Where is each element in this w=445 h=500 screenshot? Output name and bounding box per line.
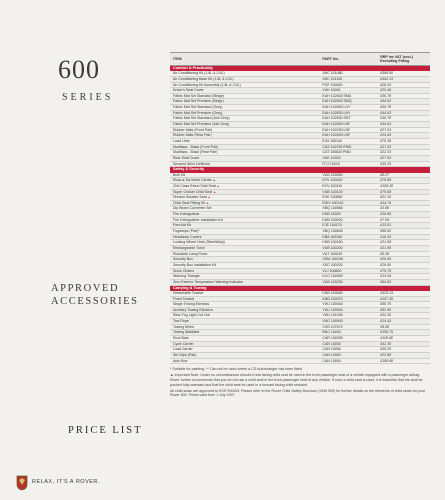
item-name: Fabric Mat Set Standard (Ash Grey) (173, 116, 230, 121)
item-name: Headlamp Covers (173, 234, 202, 239)
part-number: PGF 100820 (322, 82, 343, 87)
item-name: Dip Beam Converter Set (173, 206, 212, 211)
part-number: EAH 102630 LNY (322, 110, 351, 115)
price: £157.45 (380, 296, 394, 301)
price: £109.28 (380, 183, 394, 188)
item-name: Fabric Mat Set Premium (Beige) (173, 99, 224, 104)
item-name: Load Carrier (173, 347, 193, 352)
item-name: Towing Stabiliser (173, 330, 200, 335)
part-number: VUB 100050 (322, 172, 343, 177)
price: £35.25 (380, 161, 392, 166)
item-name: Rock-a-Tot Infant Carrier ▲ (173, 178, 216, 183)
item-name: Fire Extinguisher (173, 212, 200, 217)
item-name: Super Cruiser Child Seat ▲ (173, 189, 217, 194)
item-name: Rechargeable Torch (173, 246, 205, 251)
price-table (170, 52, 430, 399)
item-name: Bulb Kit (173, 172, 186, 177)
item-name: Roadside Lamp/Torch (173, 251, 208, 256)
part-number: VUK 10001 (322, 88, 341, 93)
part-number: XBQ 100640 (322, 229, 343, 234)
item-name: Ski Clips (Pair) (173, 353, 197, 358)
part-number: EVV 100110 (322, 183, 343, 188)
item-name: Single Towing Electrics (173, 302, 210, 307)
item-name: Rear Fog Light Cut Out (173, 313, 210, 318)
warning-triangle-icon: ▲ (211, 178, 216, 183)
section-heading: Safety & Security (170, 167, 430, 172)
price: £5.38 (380, 251, 390, 256)
item-name: Chil-Class Extra Child Seat ▲ (173, 183, 220, 188)
section-heading: Carrying & Towing (170, 286, 430, 291)
part-number: CAN 10000 (322, 347, 341, 352)
price: £9.68 (380, 324, 390, 329)
note-important: ▲ Important Note: Under no circumstances should a rear facing child seat be used in the front passenger seat of a vehicle equipped with a passenger airbag. Rover further recommends that you do not use a child seat in the front passenger seat of any vehicle. If such a child seat is used, it is essential that the seat be pushed fully rearward and that the child seat be used in a forward facing child restraint. (170, 373, 423, 387)
price: £42.30 (380, 341, 392, 346)
price: £32.30 (380, 313, 392, 318)
item-name: Locking Wheel Nuts (Steel/Alloy) (173, 240, 225, 245)
item-name: Warning Triangle (173, 274, 200, 279)
price: £44.63 (380, 110, 392, 115)
price: £44.63 (380, 99, 392, 104)
price: £76.38 (380, 139, 392, 144)
price: £14.43 (380, 133, 392, 138)
price: £21.59 (380, 240, 392, 245)
part-number: CAT 100820 PMD (322, 150, 351, 155)
item-name: Foglamps (Pair)* (173, 229, 200, 234)
section-rows (170, 173, 430, 286)
item-name: Mudflaps - Black (Rear Pair) (173, 150, 218, 155)
price: £64.63 (380, 280, 392, 284)
note-fitting: * Suitable for painting. ** Can not be used where a CD Autochanger has been fitted (170, 367, 303, 372)
part-number: XSM 100190 (322, 257, 343, 262)
item-name: Towing Mirror (173, 324, 195, 329)
part-number: KDB 10003 (322, 212, 341, 217)
part-number: EAH 102630 SMQ (322, 99, 352, 104)
series-label: SERIES (62, 92, 114, 103)
item-name: Fabric Mat Set Premium (Grey) (173, 110, 223, 115)
price: £462.13 (380, 76, 394, 81)
header-part: PART No. (322, 57, 339, 61)
item-name: Rear Seat Cover (173, 156, 200, 161)
item-name: Smoked Wind Deflector (173, 161, 211, 166)
part-number: EJE 100170 (322, 223, 342, 228)
part-number: VUB 100200 (322, 246, 343, 251)
rover-badge-icon (16, 475, 28, 491)
part-number: VUT 100010 (322, 251, 343, 256)
item-name: Rubber Mats (Rear Pair) (173, 133, 212, 138)
note-approval: All child seats are approved to ECE R44/03. Please refer to the Rover Child Safety Brochure (XKM 000) for further details on the elements of child seats for your Rover 600. Prices valid from 1 July 1997. (170, 388, 425, 398)
item-name: Security Box (173, 257, 193, 262)
price: £8.27 (380, 172, 390, 177)
part-number: CAN 10004 (322, 358, 341, 363)
price: £3.88 (380, 206, 390, 211)
item-name: Fixed Towbar (173, 296, 195, 301)
item-name: Snow Chains (173, 268, 194, 273)
price: £27.03 (380, 127, 392, 132)
part-number: EVK 100060 (322, 195, 343, 200)
part-number: KNB 100180 (322, 240, 343, 245)
section-rows (170, 291, 430, 365)
price: £20.46 (380, 88, 392, 93)
part-number: EAH 102630 LNF (322, 133, 351, 138)
part-number: VUD 100940 (322, 319, 343, 324)
part-number: YWJ 100090 (322, 307, 343, 312)
price: £16.43 (380, 234, 392, 239)
item-name: Air Conditioning Base Kit (1.8L & 2.0L) (173, 76, 234, 81)
price: £27.03 (380, 156, 392, 161)
item-name: Fabric Mat Set Standard (Beige) (173, 93, 224, 98)
price: £70.79 (380, 268, 392, 273)
header-rrp: RRP inc VAT (excl.) Excluding Fitting (380, 55, 413, 63)
part-number: CAR 100290 (322, 336, 343, 341)
part-number: CAN 10030 (322, 341, 341, 346)
part-number: KNB 100080 (322, 290, 343, 295)
item-name: Security Box Installation Kit (173, 263, 216, 268)
part-number: JMC 101100 (322, 76, 343, 81)
part-number: EWV 100140 (322, 200, 344, 205)
price: £36.78 (380, 116, 392, 121)
part-number: KCC 100050 (322, 274, 343, 279)
part-number: JMC 101080 (322, 71, 343, 76)
warning-triangle-icon: ▲ (215, 183, 220, 188)
price: £14.79 (380, 200, 392, 205)
model-number: 600 (58, 55, 100, 84)
price: £325.13 (380, 290, 394, 295)
table-body (170, 66, 430, 364)
part-number: BNC 10003 (322, 330, 341, 335)
warning-triangle-icon: ▲ (206, 195, 211, 200)
item-name: Auto Box (173, 358, 188, 363)
part-number: XBQ 100560 (322, 206, 343, 211)
price: £36.78 (380, 105, 392, 110)
cover-column (8, 0, 168, 500)
item-name: Horizon Booster Seat ▲ (173, 195, 211, 200)
price: £35.25 (380, 347, 392, 352)
price: £29.50 (380, 257, 392, 262)
price: £75.68 (380, 189, 392, 194)
part-number: DTJ 10010 (322, 161, 340, 166)
price: £22.33 (380, 150, 392, 155)
notes (170, 367, 430, 398)
warning-triangle-icon: ▲ (212, 189, 217, 194)
part-number: EAH 102630 SMA (322, 93, 352, 98)
header-item: ITEM (173, 57, 182, 61)
price: £44.63 (380, 122, 392, 127)
item-name: Fabric Mat Set Premium (Ash Grey) (173, 122, 230, 127)
part-number: VUK 10020 (322, 156, 341, 161)
part-number: YWJ 100400 (322, 302, 343, 307)
item-name: Driver's Seat Cover (173, 88, 204, 93)
item-name: Auxiliary Towing Electrics (173, 307, 213, 312)
part-number: EAH 102630 SNT (322, 116, 351, 121)
part-number: EAH 102630 LOY (322, 105, 351, 110)
part-number: VUB 100230 (322, 280, 343, 284)
price: £186.68 (380, 358, 394, 363)
part-number: CAN 10002 (322, 353, 341, 358)
item-name: Roof Bars (173, 336, 189, 341)
item-name: Cycle Carrier (173, 341, 194, 346)
part-number: EJH 100140 (322, 139, 342, 144)
price: £36.78 (380, 93, 392, 98)
price: £29.85 (380, 212, 392, 217)
item-name: Mudflaps - Black (Front Pair) (173, 144, 219, 149)
price: £7.09 (380, 217, 390, 222)
item-name: Air Conditioning Kit Assembly (1.8L & 2.0L) (173, 82, 241, 87)
part-number: KNB 100070 (322, 296, 343, 301)
warning-triangle-icon: ▲ (205, 200, 209, 205)
price: £118.68 (380, 336, 393, 341)
item-name: Fire Extinguisher Installation Kit (173, 217, 223, 222)
part-number: VUB 100120 (322, 189, 343, 194)
price: £21.15 (380, 195, 392, 200)
item-name: Fabric Mat Set Standard (Grey) (173, 105, 223, 110)
part-number: CAS 100780 PMD (322, 144, 352, 149)
price: £70.89 (380, 178, 392, 183)
price: £155.75 (380, 330, 394, 335)
item-name: First Aid Kit (173, 223, 191, 228)
price: £14.43 (380, 319, 392, 324)
part-number: VLJ 100600 (322, 268, 342, 273)
section-rows (170, 71, 430, 167)
item-name: Child Seat Fitting Kit ▲ (173, 200, 209, 205)
item-name: Tow Rope (173, 319, 189, 324)
price: £599.50 (380, 71, 394, 76)
item-name: Zero Exterior Temperature Warning Indicator (173, 280, 243, 284)
brand-slogan: RELAX, IT'S A ROVER. (32, 479, 100, 485)
part-number: EVV 100100 (322, 178, 343, 183)
price: £88.00 (380, 229, 392, 234)
part-number: KBA 100250 (322, 234, 343, 239)
section-heading: Comfort & Practicality (170, 66, 430, 71)
part-number: KDB 100020 (322, 217, 343, 222)
price: £28.20 (380, 82, 392, 87)
table-row (170, 359, 430, 365)
item-name: Detachable Towbar (173, 290, 204, 295)
item-name: Air Conditioning Kit (1.8L & 2.0L) (173, 71, 225, 76)
price: £13.51 (380, 223, 392, 228)
price: £27.03 (380, 144, 392, 149)
item-name: Load Liner (173, 139, 190, 144)
price: £14.09 (380, 274, 392, 279)
part-number: CKB 107670 (322, 324, 343, 329)
part-number: XSC 100200 (322, 263, 343, 268)
price: £21.59 (380, 246, 392, 251)
item-name: Rubber Mats (Front Pair) (173, 127, 213, 132)
approved-accessories-heading: APPROVED ACCESSORIES (51, 283, 139, 307)
price: £58.75 (380, 302, 392, 307)
price: £29.50 (380, 263, 392, 268)
part-number: EAH 102630 LNF (322, 122, 351, 127)
table-header (170, 52, 430, 66)
price: £22.88 (380, 353, 392, 358)
price-list-heading: PRICE LIST (68, 425, 143, 436)
price: £52.90 (380, 307, 392, 312)
part-number: EAH 100780 LNF (322, 127, 351, 132)
part-number: YWJ 101250 (322, 313, 343, 318)
